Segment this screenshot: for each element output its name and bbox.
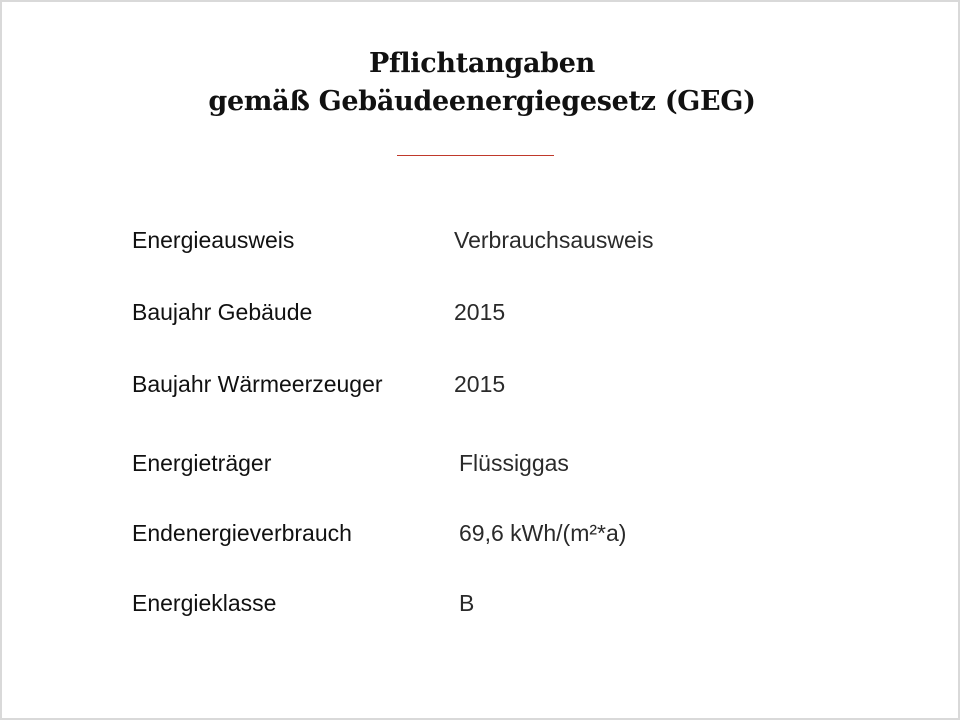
title-divider <box>397 155 554 156</box>
label-baujahr-gebaeude: Baujahr Gebäude <box>132 299 313 325</box>
label-baujahr-waermeerzeuger: Baujahr Wärmeerzeuger <box>132 371 383 397</box>
value-baujahr-waermeerzeuger: 2015 <box>454 371 506 397</box>
value-energieklasse: B <box>459 590 475 616</box>
value-energietraeger: Flüssiggas <box>459 450 569 476</box>
value-endenergieverbrauch: 69,6 kWh/(m²*a) <box>459 520 627 546</box>
value-baujahr-gebaeude: 2015 <box>454 299 506 325</box>
label-endenergieverbrauch: Endenergieverbrauch <box>132 520 352 546</box>
label-energieklasse: Energieklasse <box>132 590 277 616</box>
label-energietraeger: Energieträger <box>132 450 272 476</box>
page-title-line-2: gemäß Gebäudeenergiegesetz (GEG) <box>208 86 756 117</box>
value-energieausweis: Verbrauchsausweis <box>454 227 654 253</box>
page-title-line-1: Pflichtangaben <box>369 48 595 79</box>
label-energieausweis: Energieausweis <box>132 227 295 253</box>
